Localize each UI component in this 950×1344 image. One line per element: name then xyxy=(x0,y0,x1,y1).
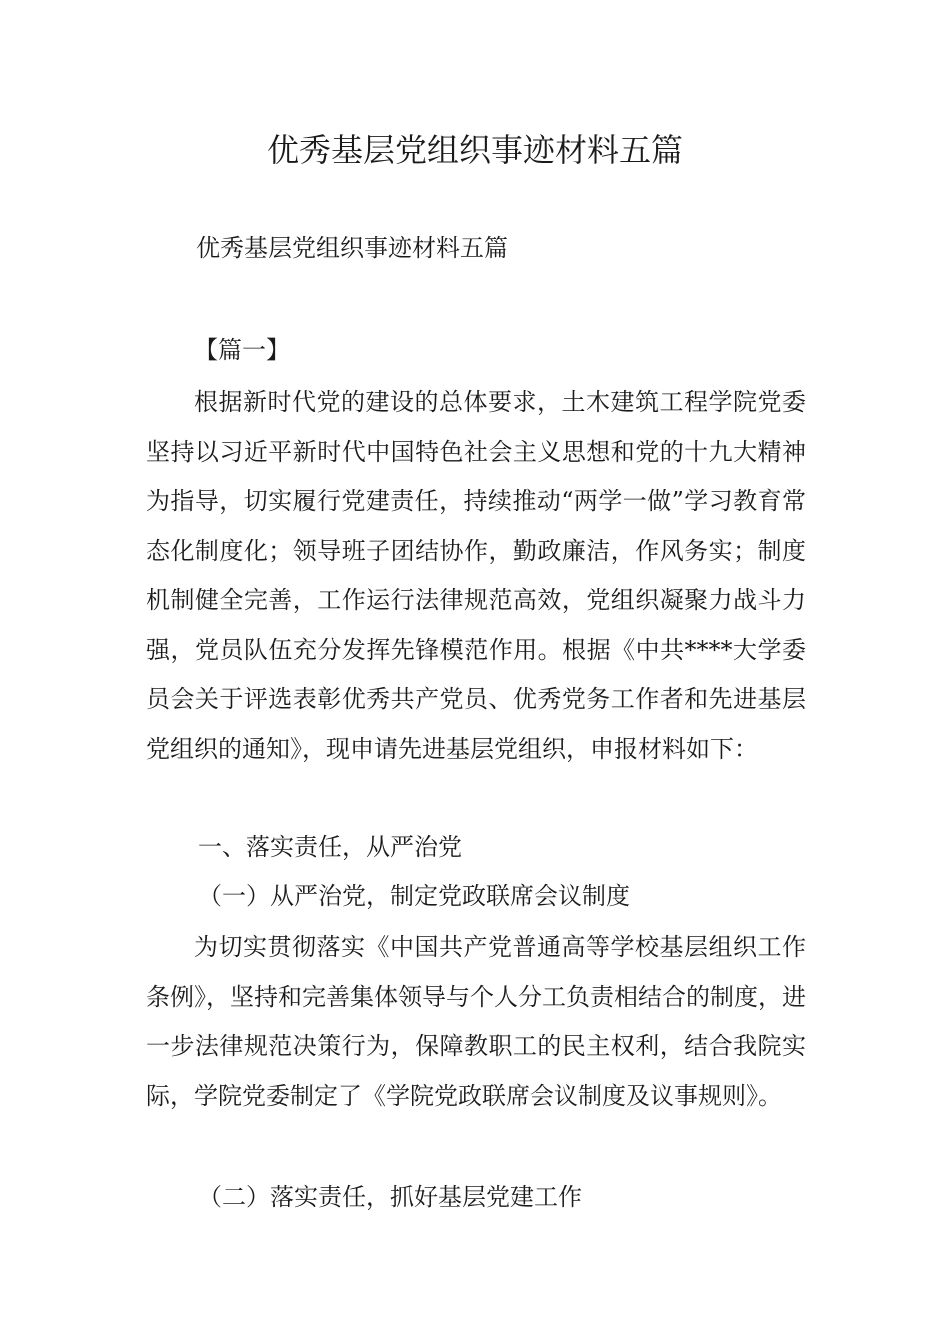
heading-1-2: （二）落实责任，抓好基层党建工作 xyxy=(198,1183,582,1211)
paragraph-1: 根据新时代党的建设的总体要求，土木建筑工程学院党委坚持以习近平新时代中国特色社会主义思想和党的十九大精神为指导，切实履行党建责任，持续推动“两学一做”学习教育常态化制度化；领导班子团结协作，勤政廉洁，作风务实；制度机制健全完善，工作运行法律规范高效，党组织凝聚力战斗力强，党员队伍充分发挥先锋模范作用。根据《中共****大学委员会关于评选表彰优秀共产党员、优秀党务工作者和先进基层党组织的通知》，现申请先进基层党组织，申报材料如下： xyxy=(146,388,806,763)
heading-1-1: （一）从严治党，制定党政联席会议制度 xyxy=(198,882,630,910)
section-label: 【篇一】 xyxy=(194,336,290,364)
heading-1: 一、落实责任，从严治党 xyxy=(198,833,462,861)
paragraph-2: 为切实贯彻落实《中国共产党普通高等学校基层组织工作条例》，坚持和完善集体领导与个人分工负责相结合的制度，进一步法律规范决策行为，保障教职工的民主权利，结合我院实际，学院党委制定了《学院党政联席会议制度及议事规则》。 xyxy=(146,933,806,1110)
document-subtitle: 优秀基层党组织事迹材料五篇 xyxy=(196,234,508,262)
document-title: 优秀基层党组织事迹材料五篇 xyxy=(266,131,683,169)
